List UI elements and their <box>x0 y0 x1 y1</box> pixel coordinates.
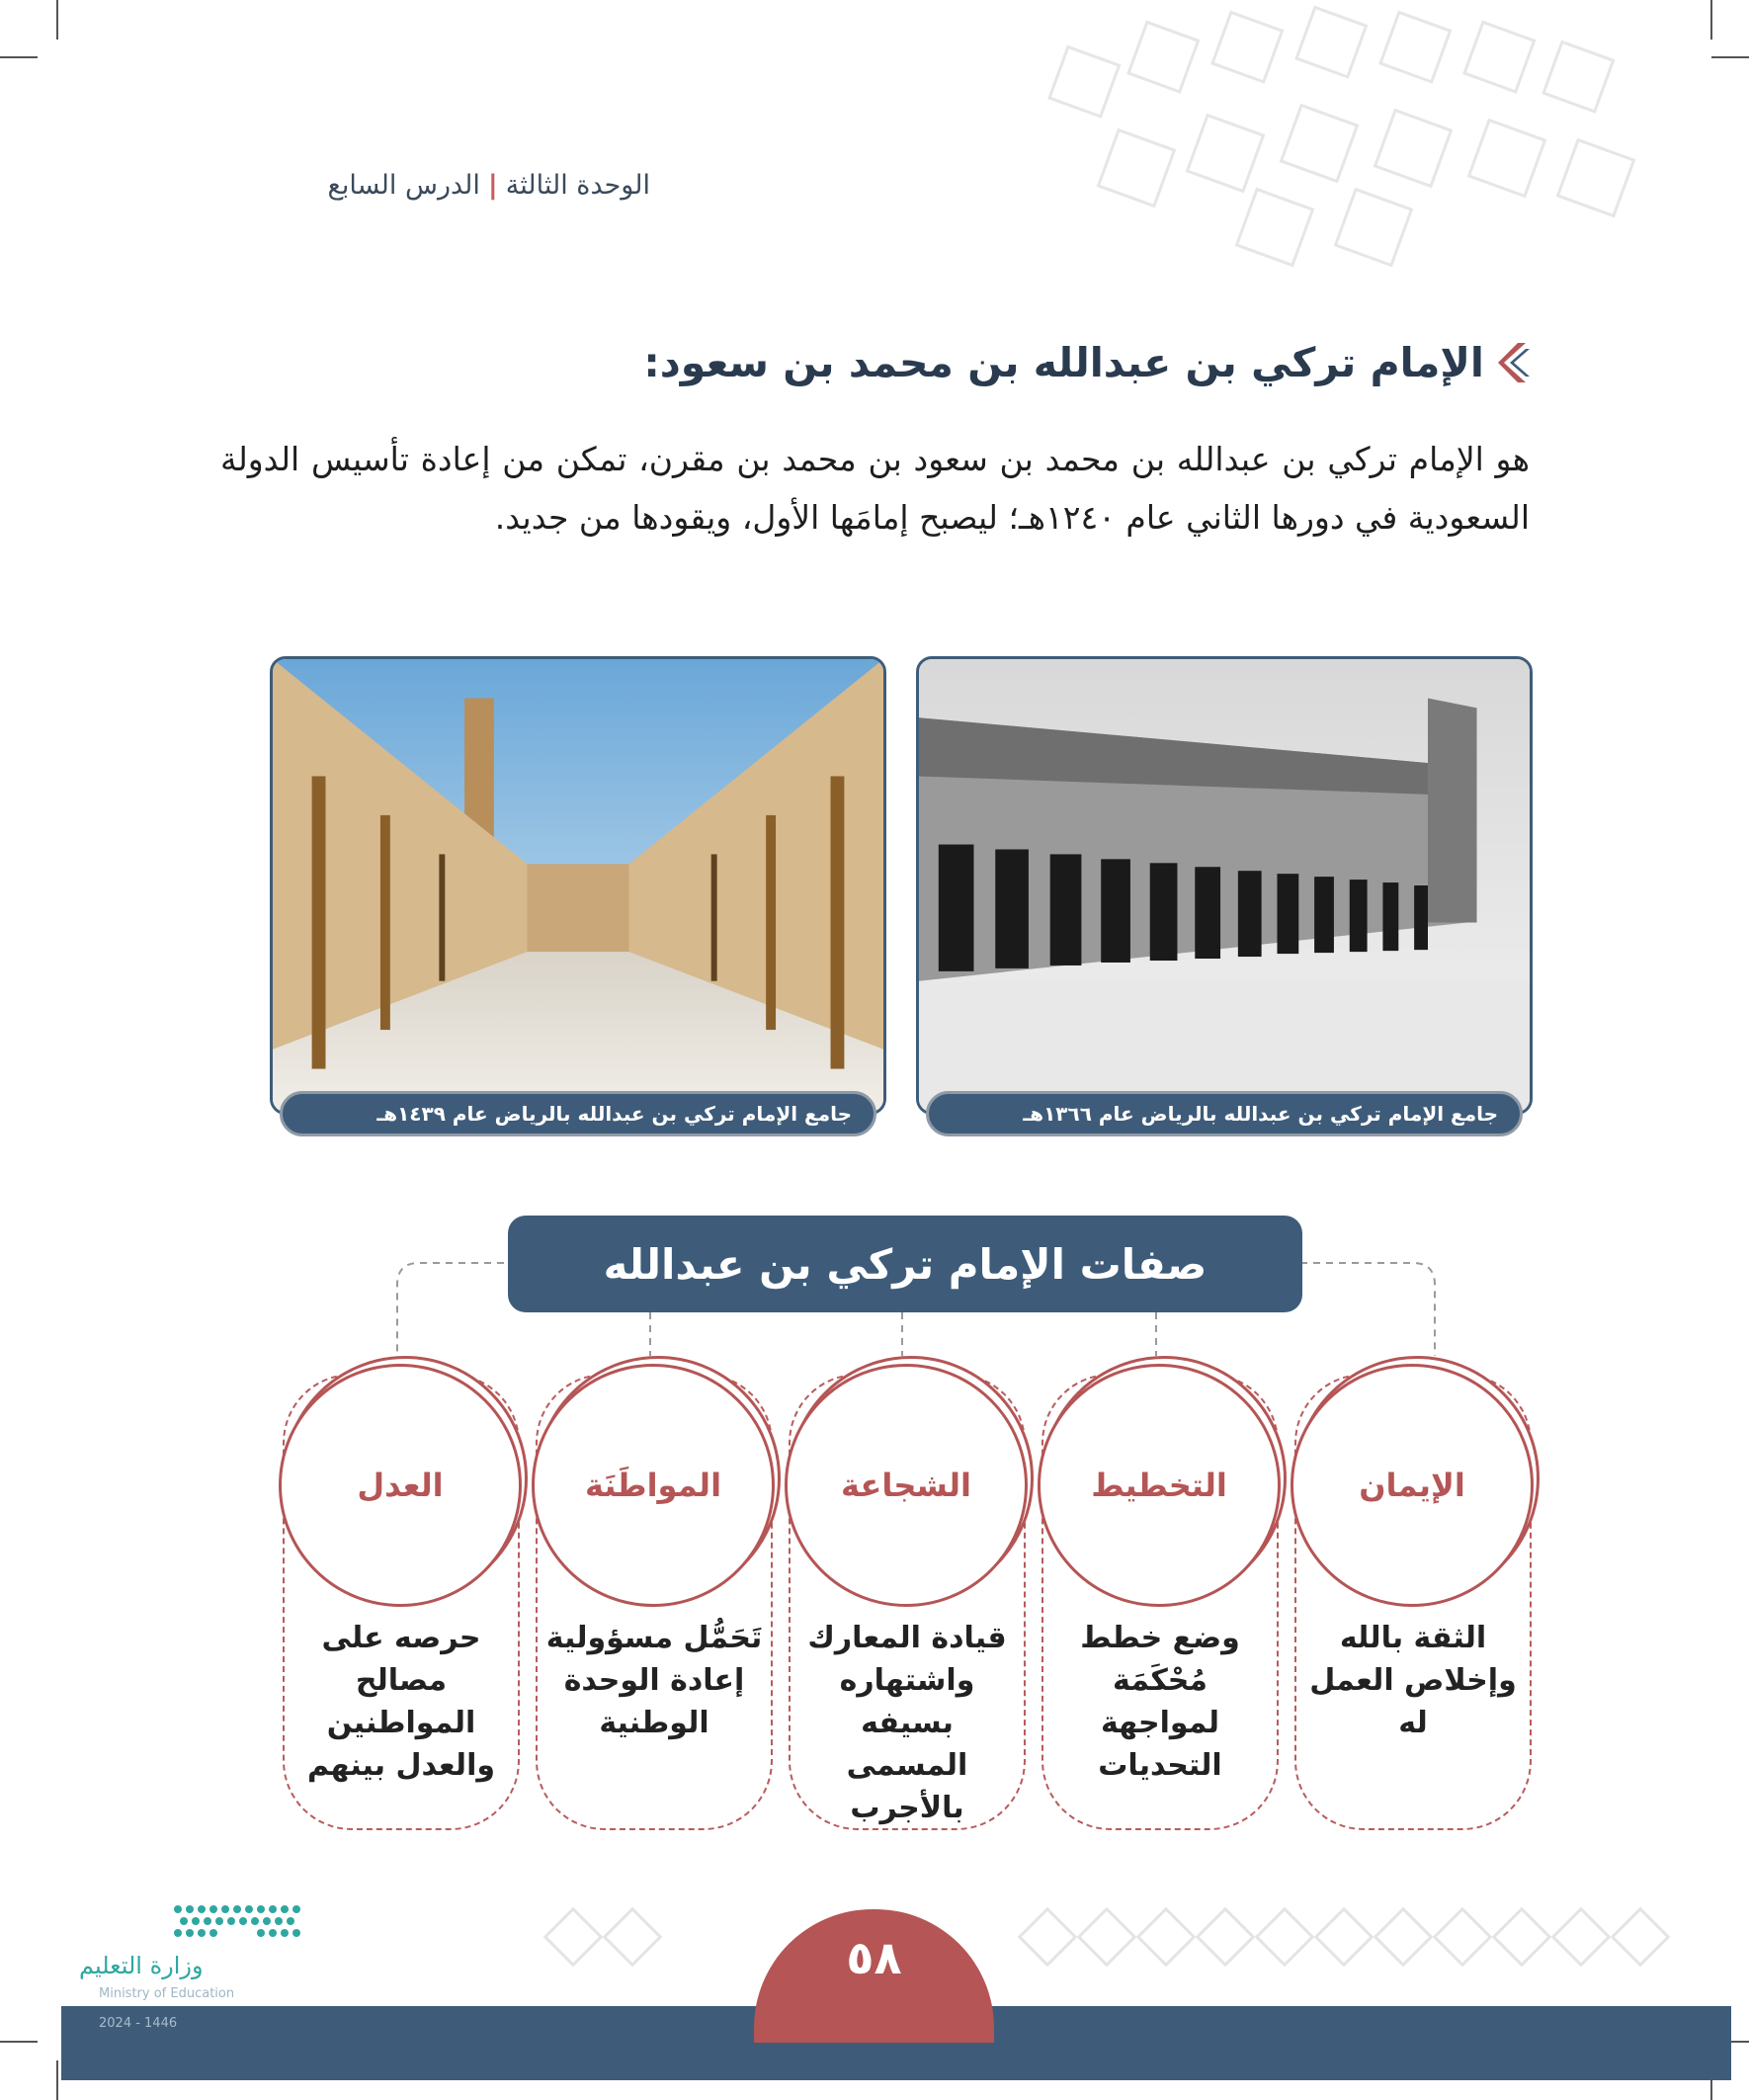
modern-mosque-photo <box>270 656 886 1115</box>
trait-description: حرصه على مصالح المواطنين والعدل بينهم <box>306 1621 496 1783</box>
chevron-left-icon <box>1496 341 1530 384</box>
intro-paragraph: هو الإمام تركي بن عبدالله بن محمد بن سعود بن محمد بن مقرن، تمكن من إعادة تأسيس الدولة السعودية في دورها الثاني عام ١٢٤٠هـ؛ ليصبح إمامَها الأول، ويقودها من جديد. <box>220 440 1530 537</box>
trait-name: العدل <box>357 1467 444 1504</box>
ministry-name: وزارة التعليم <box>79 1952 204 1979</box>
modern-mosque-caption: جامع الإمام تركي بن عبدالله بالرياض عام ١٤٣٩هـ <box>280 1091 876 1136</box>
old-mosque-photo <box>916 656 1533 1115</box>
ministry-logo-icon <box>79 1899 326 1949</box>
trait-description: وضع خطط مُحْكَمَة لمواجهة التحديات <box>1080 1621 1240 1783</box>
ministry-name-en: Ministry of Education <box>99 1986 235 2001</box>
header-separator: | <box>487 170 498 201</box>
section-heading <box>643 339 1530 386</box>
trait-description: الثقة بالله وإخلاص العمل له <box>1309 1621 1517 1740</box>
trait-circle <box>1038 1364 1281 1607</box>
lesson-label: الدرس السابع <box>327 170 480 201</box>
footer-pattern <box>534 1878 1719 2006</box>
trait-circle <box>785 1364 1028 1607</box>
trait-description: قيادة المعارك واشتهاره بسيفه المسمى بالأجرب <box>807 1621 1007 1825</box>
page-number: ٥٨ <box>846 1931 902 1984</box>
trait-name: التخطيط <box>1091 1467 1227 1504</box>
old-mosque-caption: جامع الإمام تركي بن عبدالله بالرياض عام ١٣٦٦هـ <box>926 1091 1523 1136</box>
trait-circle <box>279 1364 522 1607</box>
edition-year: 2024 - 1446 <box>99 2016 178 2031</box>
section-title: الإمام تركي بن عبدالله بن محمد بن سعود: <box>643 339 1484 386</box>
unit-label: الوحدة الثالثة <box>505 170 650 201</box>
traits-title: صفات الإمام تركي بن عبدالله <box>508 1216 1302 1312</box>
trait-description: تَحَمُّل مسؤولية إعادة الوحدة الوطنية <box>545 1621 763 1740</box>
trait-circle <box>1291 1364 1534 1607</box>
trait-circle <box>532 1364 775 1607</box>
trait-name: الإيمان <box>1359 1467 1465 1504</box>
trait-name: المواطَنَة <box>584 1467 722 1504</box>
trait-name: الشجاعة <box>841 1467 971 1504</box>
running-header <box>327 170 650 201</box>
